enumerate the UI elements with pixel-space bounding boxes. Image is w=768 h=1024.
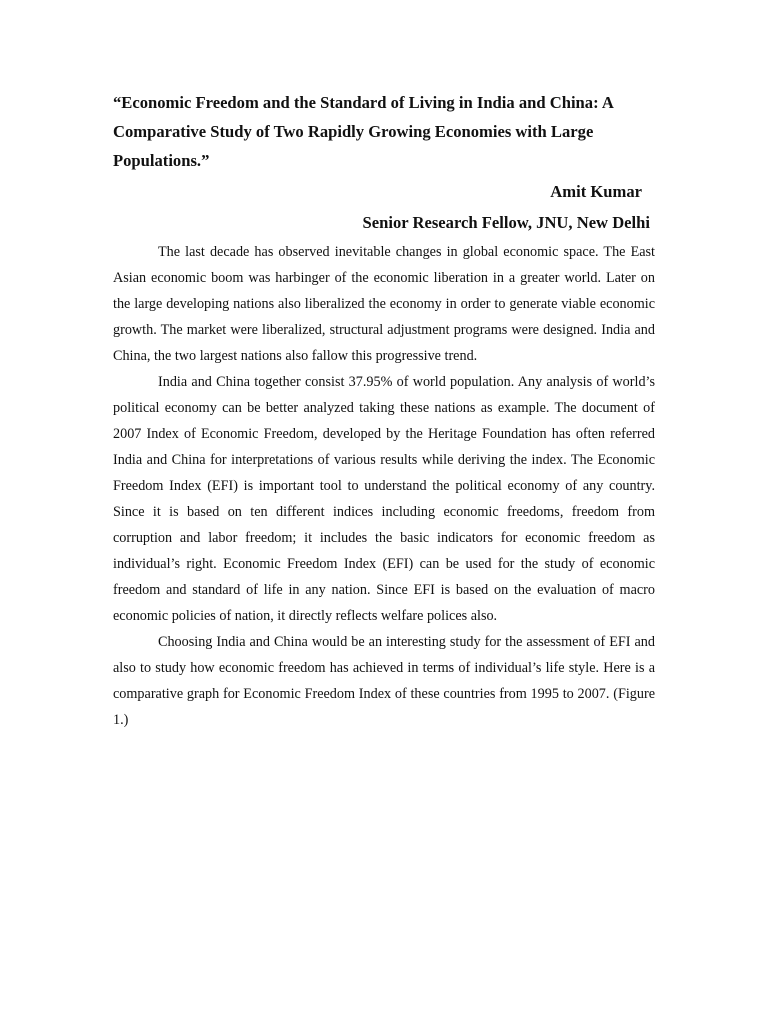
author-name: Amit Kumar [550,182,642,201]
document-title: “Economic Freedom and the Standard of Living in India and China: A Comparative Study of Two Rapidly Growing Economies with Large Populations.” [113,93,613,170]
document-body [113,239,655,733]
paragraph: India and China together consist 37.95% of world population. Any analysis of world’s political economy can be better analyzed taking these nations as example. The document of 2007 Index of Economic Freedom, developed by the Heritage Foundation has often referred India and China for interpretations of various results while deriving the index. The Economic Freedom Index (EFI) is important tool to understand the political economy of any country. Since it is based on ten different indices including economic freedoms, freedom from corruption and labor freedom; it includes the basic indicators for economic freedom as individual’s right. Economic Freedom Index (EFI) can be used for the study of economic freedom and standard of life in any nation. Since EFI is based on the evaluation of macro economic policies of nation, it directly reflects welfare polices also. [113,374,655,624]
author-affiliation: Senior Research Fellow, JNU, New Delhi [362,213,650,232]
paragraph: The last decade has observed inevitable changes in global economic space. The East Asian economic boom was harbinger of the economic liberation in a greater world. Later on the large developing nations also liberalized the economy in order to generate viable economic growth. The market were liberalized, structural adjustment programs were designed. India and China, the two largest nations also fallow this progressive trend. [113,244,655,364]
paragraph: Choosing India and China would be an interesting study for the assessment of EFI and also to study how economic freedom has achieved in terms of individual’s life style. Here is a comparative graph for Economic Freedom Index of these countries from 1995 to 2007. (Figure 1.) [113,634,655,728]
